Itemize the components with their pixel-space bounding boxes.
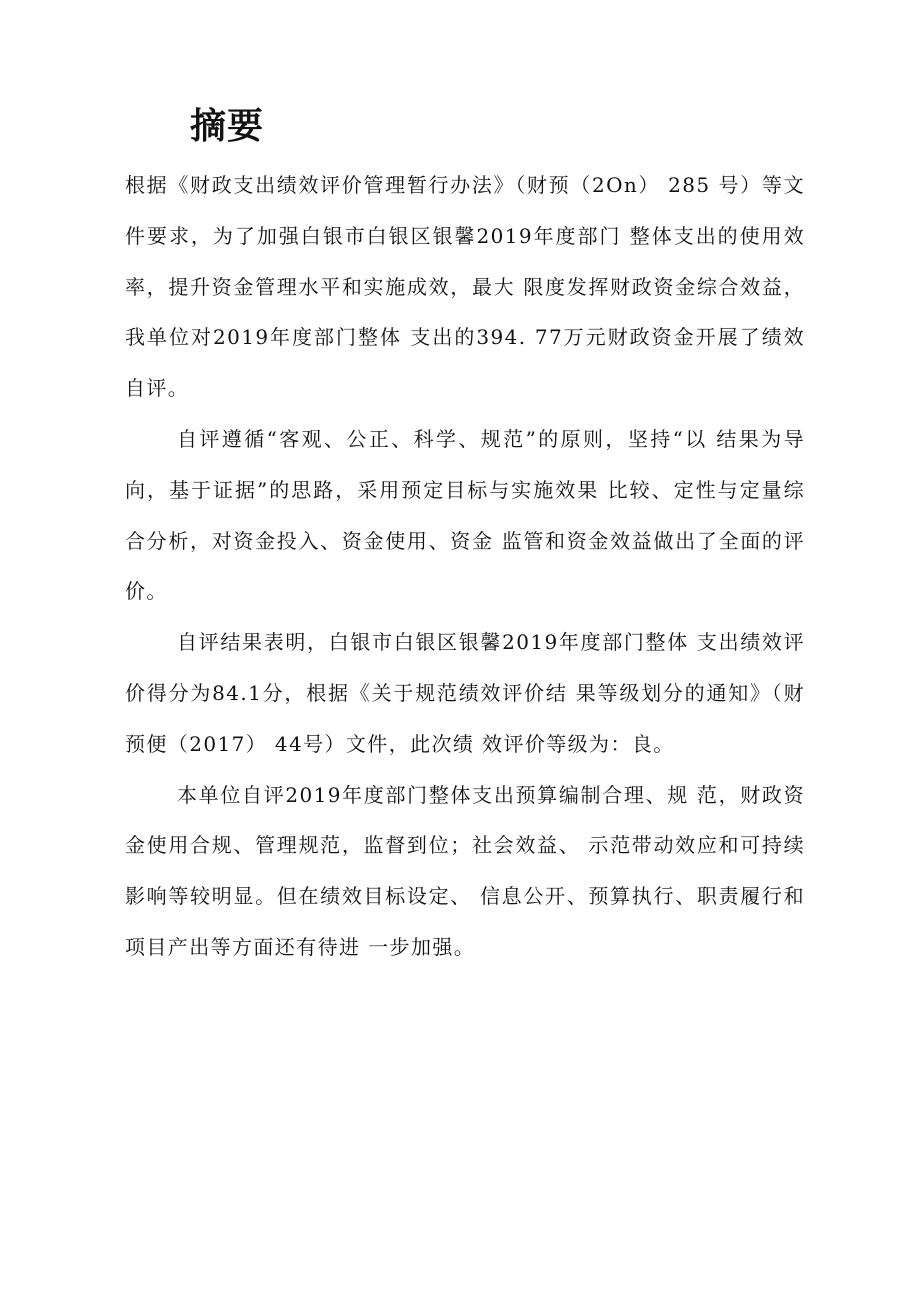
paragraph-4: 本单位自评2019年度部门整体支出预算编制合理、规 范，财政资金使用合规、管理规范，监督到位；社会效益、 示范带动效应和可持续影响等较明显。但在绩效目标设定、 信息公开、预算执行、职责履行和项目产出等方面还有待进 一步加强。: [125, 782, 805, 959]
paragraph-3: 自评结果表明，白银市白银区银馨2019年度部门整体 支出绩效评价得分为84.1分，根据《关于规范绩效评价结 果等级划分的通知》（财预便（2017） 44号）文件，此次绩 效评价等级为：良。: [125, 630, 805, 756]
paragraph-1: 根据《财政支出绩效评价管理暂行办法》（财预（2On） 285 号）等文件要求，为了加强白银市白银区银馨2019年度部门 整体支出的使用效率，提升资金管理水平和实施成效，最大 限度发挥财政资金综合效益，我单位对2019年度部门整体 支出的394. 77万元财政资金开展了绩效自评。: [125, 173, 805, 401]
document-body: [125, 160, 805, 973]
page-title: 摘要: [190, 106, 265, 147]
paragraph-2: 自评遵循“客观、公正、科学、规范”的原则，坚持“以 结果为导向，基于证据”的思路，采用预定目标与实施效果 比较、定性与定量综合分析，对资金投入、资金使用、资金 监管和资金效益做出了全面的评价。: [125, 426, 805, 604]
